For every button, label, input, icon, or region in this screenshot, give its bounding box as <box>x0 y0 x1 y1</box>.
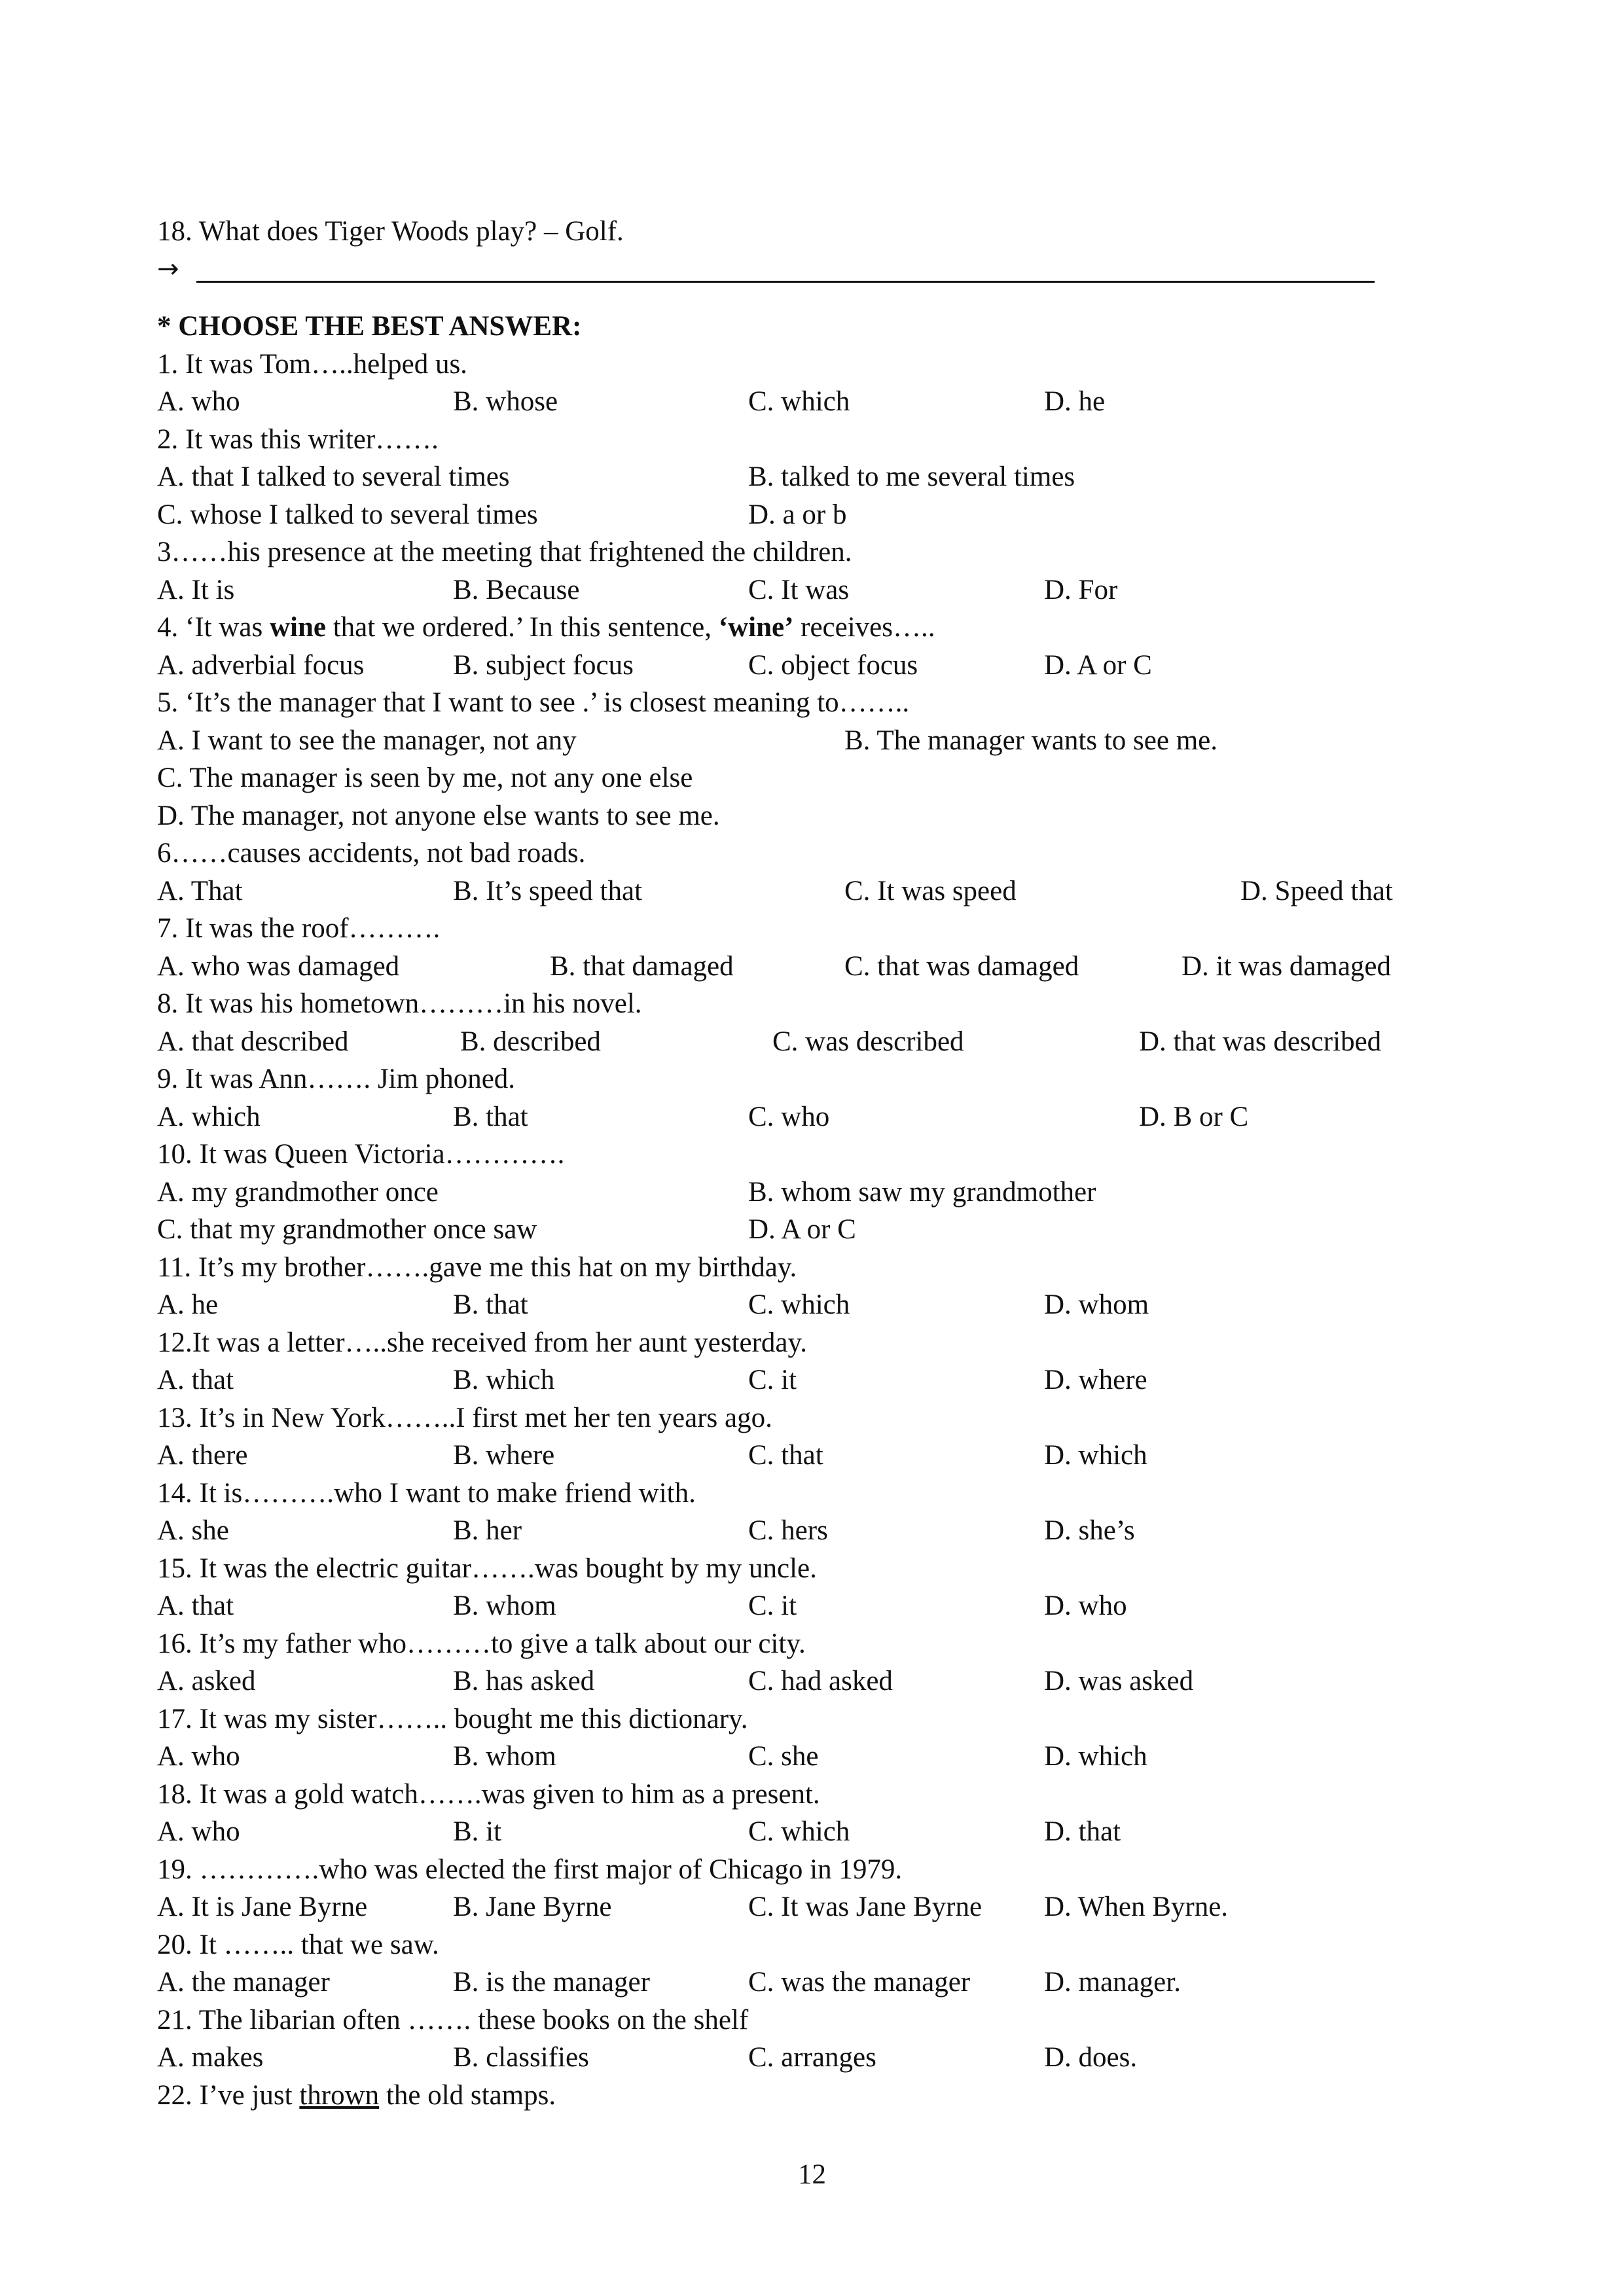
options-row <box>157 1286 1466 1324</box>
option-c: C. whose I talked to several times <box>157 499 538 530</box>
option-a: A. It is <box>157 574 235 605</box>
option-b: B. that <box>453 1101 528 1132</box>
option-a: A. he <box>157 1289 219 1320</box>
option-d: D. A or C <box>748 1214 856 1245</box>
option-b: B. described <box>460 1026 601 1057</box>
question-stem: 20. It …….. that we saw. <box>157 1929 439 1960</box>
options-row <box>157 458 1466 496</box>
options-row <box>157 948 1466 986</box>
question-stem: 15. It was the electric guitar…….was bought by my uncle. <box>157 1552 817 1584</box>
option-a: A. that I talked to several times <box>157 461 510 492</box>
answer-line <box>157 251 1466 289</box>
option-b: B. whom <box>453 1590 556 1621</box>
option-d: D. which <box>1044 1741 1147 1772</box>
options-row <box>157 383 1466 421</box>
option-d: D. does. <box>1044 2042 1138 2073</box>
option-d: D. was asked <box>1044 1666 1194 1696</box>
option-d: D. Speed that <box>1240 875 1393 906</box>
question-stem: 11. It’s my brother…….gave me this hat on my birthday. <box>157 1251 797 1283</box>
option-d: D. it was damaged <box>1182 950 1392 982</box>
option-b: B. which <box>453 1365 555 1395</box>
question-stem: 14. It is……….who I want to make friend with. <box>157 1477 696 1509</box>
option-d: D. that was described <box>1139 1026 1382 1057</box>
option-b: B. It’s speed that <box>453 875 643 906</box>
options-row <box>157 1813 1466 1851</box>
option-c: C. It was speed <box>844 875 1017 906</box>
option-c: C. object focus <box>748 649 918 681</box>
question-stem: 1. It was Tom…..helped us. <box>157 348 467 380</box>
options-row <box>157 1023 1466 1061</box>
question-stem: 9. It was Ann……. Jim phoned. <box>157 1064 516 1094</box>
option-c: C. hers <box>748 1515 828 1546</box>
option-c: C. which <box>748 1289 850 1320</box>
options-row <box>157 1587 1466 1625</box>
options-row <box>157 647 1466 685</box>
option-c: C. it <box>748 1590 797 1621</box>
question-stem: 22. I’ve just thrown the old stamps. <box>157 2079 556 2111</box>
option-b: B. where <box>453 1440 555 1471</box>
option-d: D. that <box>1044 1816 1121 1847</box>
option-d: D. manager. <box>1044 1967 1181 1998</box>
options-row <box>157 1888 1466 1926</box>
options-row <box>157 1174 1466 1211</box>
option-c: C. arranges <box>748 2042 876 2073</box>
option-c: C. who <box>748 1101 830 1132</box>
question-stem: 2. It was this writer……. <box>157 423 439 455</box>
option-d: D. she’s <box>1044 1515 1135 1546</box>
option-c: C. that was damaged <box>844 950 1079 982</box>
option-a: A. I want to see the manager, not any <box>157 725 577 756</box>
question-stem: 18. It was a gold watch…….was given to him as a present. <box>157 1778 820 1810</box>
option-c: C. which <box>748 386 850 417</box>
options-row <box>157 1662 1466 1700</box>
option-c: C. It was <box>748 574 850 605</box>
option-d: D. where <box>1044 1365 1147 1395</box>
option-a: A. which <box>157 1101 261 1132</box>
option-a: A. my grandmother once <box>157 1176 439 1208</box>
question-stem: 21. The libarian often ……. these books on the shelf <box>157 2004 749 2036</box>
option-b: B. it <box>453 1816 502 1847</box>
option-d: D. B or C <box>1139 1101 1249 1132</box>
option-d: D. A or C <box>1044 649 1152 681</box>
option-b: B. her <box>453 1515 522 1546</box>
underlined-word: thrown <box>299 2079 380 2111</box>
option-d: D. For <box>1044 574 1118 605</box>
option-c: C. which <box>748 1816 850 1847</box>
options-row <box>157 1738 1466 1776</box>
option-b: B. has asked <box>453 1666 595 1696</box>
option-c: C. it <box>748 1365 797 1395</box>
question-stem: 17. It was my sister…….. bought me this dictionary. <box>157 1703 748 1734</box>
intro-question: 18. What does Tiger Woods play? – Golf. <box>157 216 624 247</box>
question-stem: 12.It was a letter…..she received from her aunt yesterday. <box>157 1327 807 1358</box>
option-a: A. makes <box>157 2042 264 2073</box>
question-stem: 5. ‘It’s the manager that I want to see .’ is closest meaning to…….. <box>157 687 910 718</box>
option-a: A. adverbial focus <box>157 649 365 681</box>
options-row <box>157 1964 1466 2001</box>
question-stem: 19. ………….who was elected the first major of Chicago in 1979. <box>157 1854 903 1885</box>
answer-blank <box>196 281 1375 283</box>
option-a: A. that <box>157 1365 234 1395</box>
option-c: C. It was Jane Byrne <box>748 1892 983 1922</box>
option-d: D. who <box>1044 1590 1127 1621</box>
option-c: C. that my grandmother once saw <box>157 1214 537 1245</box>
option-c: C. that <box>748 1440 823 1471</box>
option-d: D. When Byrne. <box>1044 1892 1229 1922</box>
option-a: A. who <box>157 1816 240 1847</box>
option-b: B. subject focus <box>453 649 634 681</box>
question-stem: 8. It was his hometown………in his novel. <box>157 988 642 1019</box>
option-b: B. Because <box>453 574 580 605</box>
options-row <box>157 872 1466 910</box>
option-b: B. that <box>453 1289 528 1320</box>
question-stem: 16. It’s my father who………to give a talk about our city. <box>157 1628 806 1659</box>
question-stem: 6……causes accidents, not bad roads. <box>157 838 586 869</box>
option-b: B. The manager wants to see me. <box>844 725 1218 756</box>
option-d: D. a or b <box>748 499 847 530</box>
option-a: A. she <box>157 1515 229 1546</box>
option-a: A. the manager <box>157 1967 330 1998</box>
option-d: D. which <box>1044 1440 1147 1471</box>
option-b: B. classifies <box>453 2042 589 2073</box>
option-b: B. whom saw my grandmother <box>748 1176 1096 1208</box>
option-a: A. who <box>157 386 240 417</box>
option-a: A. who <box>157 1741 240 1772</box>
option-b: B. whom <box>453 1741 556 1772</box>
worksheet-page <box>157 213 1466 2114</box>
option-a: A. that described <box>157 1026 349 1057</box>
option-a: A. there <box>157 1440 248 1471</box>
option-b: B. that damaged <box>550 950 734 982</box>
question-stem: 10. It was Queen Victoria…………. <box>157 1139 565 1170</box>
question-stem: 7. It was the roof………. <box>157 913 441 944</box>
option-c: C. had asked <box>748 1666 893 1696</box>
arrow-right-icon: → <box>157 253 179 284</box>
options-row <box>157 1361 1466 1399</box>
option-c: C. was the manager <box>748 1967 971 1998</box>
option-c: C. The manager is seen by me, not any one else <box>157 762 693 793</box>
question-stem: 3……his presence at the meeting that frightened the children. <box>157 537 852 567</box>
option-a: A. That <box>157 875 243 906</box>
option-a: A. who was damaged <box>157 950 400 982</box>
options-row <box>157 722 1466 760</box>
option-a: A. that <box>157 1590 234 1621</box>
option-c: C. was described <box>772 1026 964 1057</box>
option-a: A. It is Jane Byrne <box>157 1892 368 1922</box>
option-b: B. whose <box>453 386 558 417</box>
option-b: B. is the manager <box>453 1967 650 1998</box>
option-c: C. she <box>748 1741 819 1772</box>
options-row <box>157 1437 1466 1475</box>
options-row <box>157 1211 1466 1249</box>
page-number: 12 <box>798 2159 826 2190</box>
options-row <box>157 1512 1466 1550</box>
option-a: A. asked <box>157 1666 256 1696</box>
question-stem: 13. It’s in New York……..I first met her ten years ago. <box>157 1402 772 1433</box>
option-b: B. Jane Byrne <box>453 1892 612 1922</box>
options-row <box>157 571 1466 609</box>
option-d: D. he <box>1044 386 1106 417</box>
question-stem: 4. ‘It was wine that we ordered.’ In this sentence, ‘wine’ receives….. <box>157 612 935 643</box>
options-row <box>157 496 1466 534</box>
options-row <box>157 2039 1466 2077</box>
option-b: B. talked to me several times <box>748 461 1075 492</box>
options-row <box>157 1098 1466 1136</box>
option-d: D. The manager, not anyone else wants to see me. <box>157 800 720 831</box>
option-d: D. whom <box>1044 1289 1149 1320</box>
section-heading: * CHOOSE THE BEST ANSWER: <box>157 311 582 342</box>
